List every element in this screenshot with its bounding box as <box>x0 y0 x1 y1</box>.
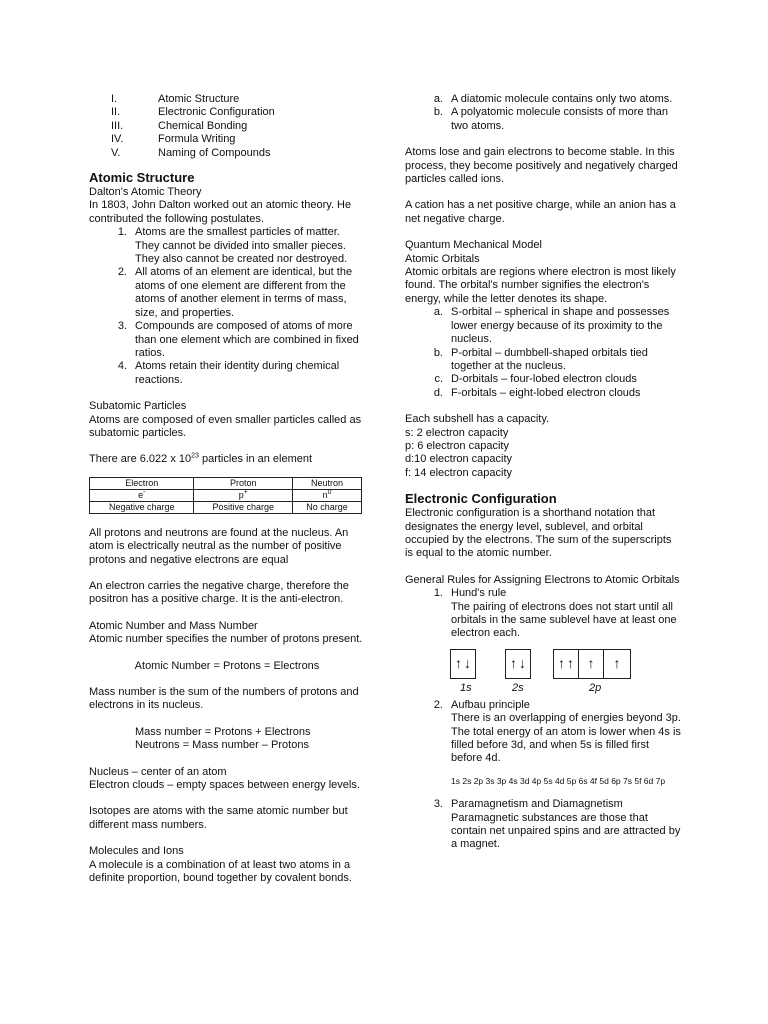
list-item: 4. Atoms retain their identity during chemical reactions. <box>117 360 340 386</box>
isotopes-paragraph: Isotopes are atoms with the same atomic number but different mass numbers. <box>89 805 348 831</box>
cation-paragraph: A cation has a net positive charge, while an anion has a net negative charge. <box>405 199 676 225</box>
list-item: b. A polyatomic molecule consists of more than two atoms. <box>433 106 669 132</box>
section-heading-electronic-configuration: Electronic Configuration <box>405 491 557 507</box>
list-item: 2. Aufbau principle There is an overlapping of energies beyond 3p. The total energy of an atom is lower when 4s is filled before 3d, and when 5s is filled first before 4d. <box>433 698 681 765</box>
table-cell: Negative charge <box>90 501 194 513</box>
orbital-box: ↑ ↓ <box>505 649 531 679</box>
capacity-title: Each subshell has a capacity. <box>405 413 550 426</box>
orbital-box: ↑ ↓ <box>450 649 476 679</box>
orbital-box: ↑ ↑ <box>553 649 579 679</box>
list-item: 3. Paramagnetism and Diamagnetism Paramagnetic substances are those that contain net unpaired spins and are attracted by a magnet. <box>433 798 681 851</box>
subatomic-text: Atoms are composed of even smaller particles called as subatomic particles. <box>89 413 362 439</box>
left-column <box>89 93 365 885</box>
capacity-item: f: 14 electron capacity <box>405 466 513 479</box>
atomic-number-text: Atomic number specifies the number of protons present. <box>89 633 363 646</box>
subatomic-title: Subatomic Particles <box>89 400 187 413</box>
rules-title: General Rules for Assigning Electrons to Atomic Orbitals <box>405 573 680 586</box>
capacity-item: p: 6 electron capacity <box>405 439 509 452</box>
mass-number-text: Mass number is the sum of the numbers of protons and electrons in its nucleus. <box>89 686 359 712</box>
orbital-label: 2p <box>589 681 602 694</box>
orbital-box: ↑ <box>578 649 604 679</box>
molecules-text: A molecule is a combination of at least two atoms in a definite proportion, bound together by covalent bonds. <box>89 858 352 885</box>
nucleus-paragraph: All protons and neutrons are found at the nucleus. An atom is electrically neutral as the number of positive protons and negative electrons are equal <box>89 526 349 566</box>
postulate-list <box>89 226 365 387</box>
dalton-intro: In 1803, John Dalton worked out an atomic theory. He contributed the following postulates. <box>89 199 352 225</box>
rules-list-cont <box>405 699 681 766</box>
atomic-orbitals-text: Atomic orbitals are regions where electron is most likely found. The orbital's number signifies the electron's energy, while the letter denotes its shape. <box>405 266 676 305</box>
toc-item: III. Chemical Bonding <box>111 119 248 132</box>
table-cell: p+ <box>194 489 293 501</box>
quantum-model-title: Quantum Mechanical Model <box>405 239 542 252</box>
section-heading-atomic-structure: Atomic Structure <box>89 170 195 186</box>
electron-cloud-definition: Electron clouds – empty spaces between energy levels. <box>89 779 360 792</box>
ions-paragraph: Atoms lose and gain electrons to become stable. In this process, they become positively and negatively charged particles called ions. <box>405 146 678 186</box>
list-item: 3. Compounds are composed of atoms of more than one element which are combined in fixed ratios. <box>117 320 359 359</box>
right-column <box>405 93 681 852</box>
atomic-number-equation: Atomic Number = Protons = Electrons <box>134 659 320 672</box>
orbital-list <box>405 306 681 400</box>
nucleus-definition: Nucleus – center of an atom <box>89 765 227 778</box>
mass-number-equation: Mass number = Protons + Electrons <box>135 725 311 738</box>
capacity-item: d:10 electron capacity <box>405 453 513 466</box>
rule-text: Paramagnetic substances are those that contain net unpaired spins and are attracted by a magnet. <box>451 811 681 851</box>
orbital-box-diagram <box>450 649 681 699</box>
aufbau-order: 1s 2s 2p 3s 3p 4s 3d 4p 5s 4d 5p 6s 4f 5d 6p 7s 5f 6d 7p <box>451 775 666 786</box>
list-item: a. S-orbital – spherical in shape and possesses lower energy because of its proximity to the nucleus. <box>433 306 670 346</box>
table-cell: $n^0$ <box>293 489 362 501</box>
dalton-title: Dalton's Atomic Theory <box>89 186 202 199</box>
orbital-label: 2s <box>512 681 524 694</box>
molecules-title: Molecules and Ions <box>89 845 184 858</box>
table-cell: e- <box>90 489 194 501</box>
rule-title: Paramagnetism and Diamagnetism <box>451 798 623 811</box>
list-item: c. D-orbitals – four-lobed electron clouds <box>434 373 637 386</box>
atomic-number-title: Atomic Number and Mass Number <box>89 619 258 632</box>
table-cell: Positive charge <box>194 501 293 513</box>
orbital-label: 1s <box>460 681 472 694</box>
list-item: 1. Hund's rule The pairing of electrons does not start until all orbitals in the same sublevel have at least one electron each. <box>433 587 677 640</box>
list-item: 2. All atoms of an element are identical, but the atoms of one element are different from the atoms of another element in terms of mass, size, and properties. <box>117 266 353 319</box>
molecule-list <box>405 93 681 133</box>
particle-count: There are 6.022 x $10^{23}$ particles in an element <box>89 452 313 466</box>
particle-table <box>89 477 362 514</box>
rule-title: Hund's rule <box>451 587 507 600</box>
toc-item: V. Naming of Compounds <box>111 146 271 159</box>
neutrons-equation: Neutrons = Mass number – Protons <box>135 739 309 752</box>
toc-item: I. Atomic Structure <box>111 93 240 105</box>
rule-text: There is an overlapping of energies beyond 3p. The total energy of an atom is lower when 4s is filled before 3d, and when 5s is filled first before 4d. <box>451 712 681 765</box>
table-of-contents <box>89 93 365 160</box>
toc-item: IV. Formula Writing <box>111 133 236 146</box>
table-header: Proton <box>194 477 293 489</box>
capacity-item: s: 2 electron capacity <box>405 426 509 439</box>
table-header: Neutron <box>293 477 362 489</box>
table-header: Electron <box>90 477 194 489</box>
rules-list <box>405 587 681 641</box>
rules-list-cont <box>405 798 681 852</box>
rule-title: Aufbau principle <box>451 698 530 711</box>
positron-paragraph: An electron carries the negative charge, therefore the positron has a positive charge. It is the anti-electron. <box>89 579 349 606</box>
table-cell: No charge <box>293 501 362 513</box>
list-item: a. A diatomic molecule contains only two atoms. <box>433 93 673 105</box>
atomic-orbitals-title: Atomic Orbitals <box>405 252 480 265</box>
list-item: 1. Atoms are the smallest particles of matter. They cannot be divided into smaller pieces. They also cannot be created nor destroyed. <box>117 226 348 266</box>
list-item: d. F-orbitals – eight-lobed electron clouds <box>433 386 641 399</box>
orbital-box: ↑ <box>603 649 631 679</box>
list-item: b. P-orbital – dumbbell-shaped orbitals tied together at the nucleus. <box>433 346 648 372</box>
electronic-configuration-text: Electronic configuration is a shorthand notation that designates the energy level, sublevel, and orbital occupied by the electrons. The sum of the superscripts is equal to the atomic number. <box>405 507 672 560</box>
toc-item: II. Electronic Configuration <box>111 106 275 119</box>
rule-text: The pairing of electrons does not start until all orbitals in the same sublevel have at least one electron each. <box>451 600 677 640</box>
